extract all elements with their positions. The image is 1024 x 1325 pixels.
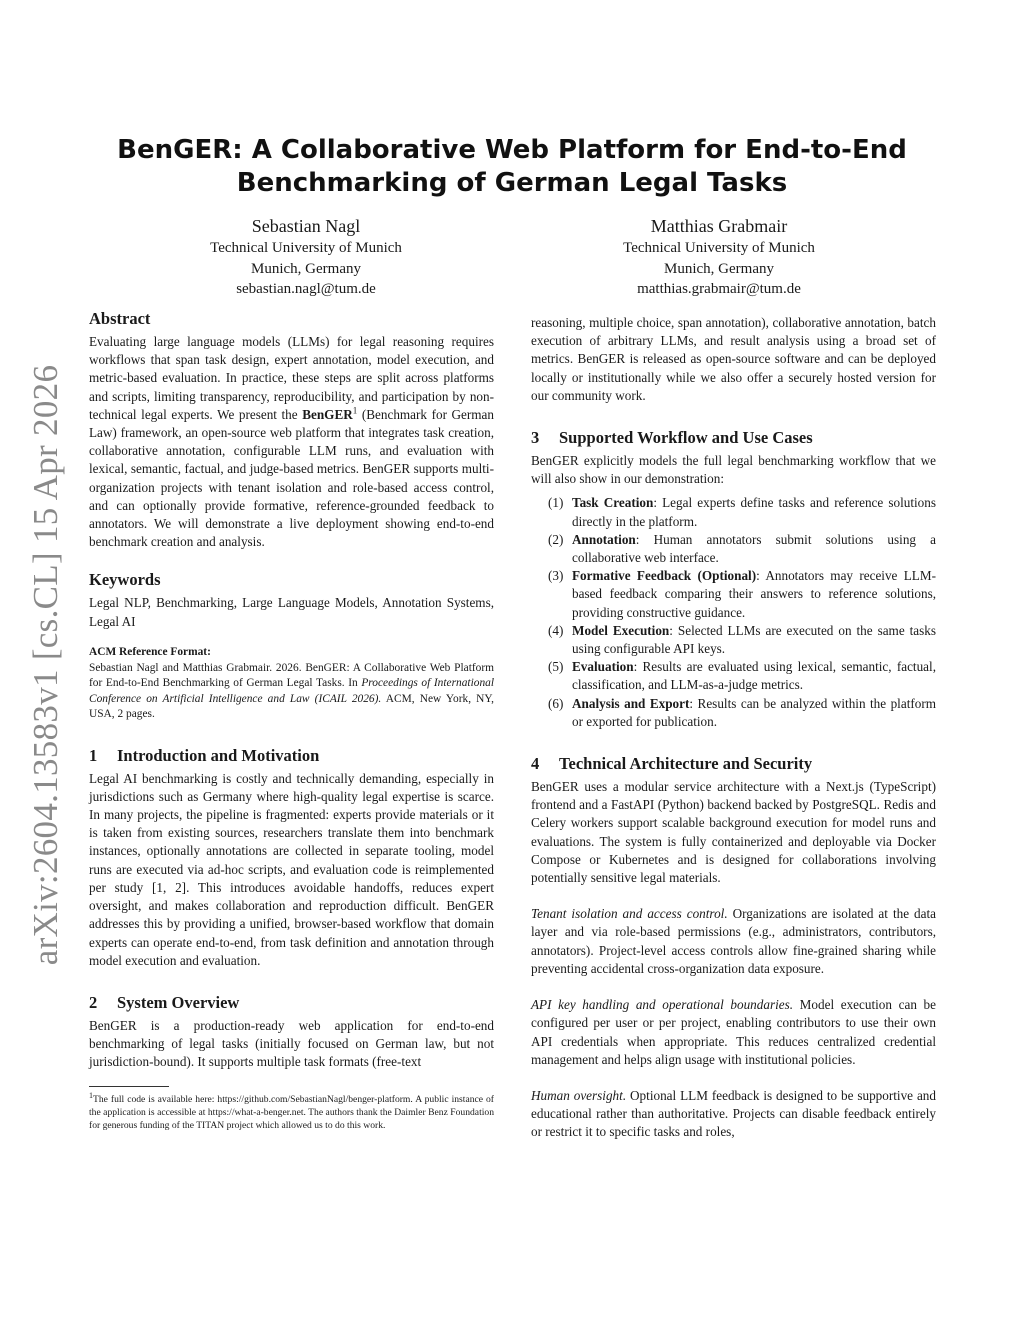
workflow-list: [531, 494, 936, 731]
arxiv-stamp: [22, 364, 70, 966]
author-location: Munich, Germany: [251, 260, 361, 277]
section-3-heading: 3 Supported Workflow and Use Cases: [531, 428, 813, 448]
section-1-text: Legal AI benchmarking is costly and technically demanding, especially in jurisdictions such as Germany where high-quality legal expertise is scarce. In many projects, the pipeline is fragmented: experts provide materials or it is taken from existing sources, researchers translate them into benchmark instances, optionally annotations are collected in separate tooling, model runs are executed via ad-hoc scripts, and evaluation code is reimplemented per study [1, 2]. This introduces avoidable handoffs, reduces expert oversight, and makes collaboration and reproduction difficult. BenGER addresses this by providing a unified, browser-based workflow that domain experts can operate end-to-end, from task definition and annotation through model execution and evaluation.: [89, 770, 494, 968]
acm-venue: Proceedings of International Conference on Artificial Intelligence and Law (ICAIL 2026).: [89, 677, 494, 705]
acm-reference-text: Sebastian Nagl and Matthias Grabmair. 2026. BenGER: A Collaborative Web Platform for End-to-End Benchmarking of German Legal Tasks. In Proceedings of International Conference on Artificial Intelligence and Law (ICAIL 2026). ACM, New York, NY, USA, 2 pages.: [89, 662, 495, 721]
benger-name: BenGER: [302, 406, 353, 422]
acm-reference-label: ACM Reference Format:: [89, 645, 211, 658]
list-item: (5) Evaluation: Results are evaluated using lexical, semantic, factual, classification, and LLM-as-a-judge metrics.: [548, 659, 936, 693]
footnote-rule: [89, 1086, 169, 1087]
right-column: [531, 314, 936, 1142]
keywords-text: Legal NLP, Benchmarking, Large Language Models, Annotation Systems, Legal AI: [89, 595, 494, 629]
keywords-heading: Keywords: [89, 570, 161, 590]
section-2-text: BenGER is a production-ready web application for end-to-end benchmarking of legal tasks (initially focused on German law, but not jurisdiction-bound). It supports multiple task formats (free-text: [89, 1017, 494, 1070]
api-key-paragraph: API key handling and operational boundaries. Model execution can be configured per user or per project, enabling contributors to use their own API credentials when appropriate. This reduces centralized credential management and helps align usage with institutional policies.: [531, 997, 936, 1067]
footnote-ref: 1: [352, 405, 358, 416]
section-2-continued: reasoning, multiple choice, span annotation), collaborative annotation, batch execution of arbitrary LLMs, and result analysis using a broad set of metrics. BenGER is released as open-source software and can be deployed locally or institutionally while we also offer a securely hosted version for our community work.: [531, 315, 936, 403]
tenant-isolation-paragraph: Tenant isolation and access control. Organizations are isolated at the data layer and via role-based permissions (e.g., administrators, contributors, annotators). Project-level access controls allow fine-grained sharing while preventing accidental cross-organization data exposure.: [531, 906, 936, 976]
list-item: (3) Formative Feedback (Optional): Annotators may receive LLM-based feedback comparing their answers to reference solutions, providing constructive guidance.: [548, 568, 936, 620]
title-line-1: BenGER: A Collaborative Web Platform for End-to-End: [117, 135, 907, 165]
author-affiliation: Technical University of Munich: [210, 240, 402, 256]
abstract-text: Evaluating large language models (LLMs) for legal reasoning requires workflows that span task design, expert annotation, model execution, and metric-based evaluation. In practice, these steps are split across platforms and scripts, limiting transparency, reproducibility, and participation by non-technical legal experts. We present the BenGER$^1$ (Benchmark for German Law) framework, an open-source web platform that integrates task creation, collaborative annotation, configurable LLM runs, and evaluation with lexical, semantic, factual, and judge-based metrics. BenGER supports multi-organization projects with tenant isolation and role-based access control, and can optionally provide formative, reference-grounded feedback to annotators. We will demonstrate a live deployment showing end-to-end benchmark creation and analysis.: [89, 334, 494, 550]
section-2-heading: 2 System Overview: [89, 992, 240, 1012]
list-item: (6) Analysis and Export: Results can be analyzed within the platform or exported for publication.: [548, 695, 937, 729]
title-line-2: Benchmarking of German Legal Tasks: [236, 168, 788, 198]
author-location: Munich, Germany: [664, 260, 774, 277]
author-name: Matthias Grabmair: [650, 216, 788, 236]
author-email: sebastian.nagl@tum.de: [236, 281, 376, 297]
human-oversight-paragraph: Human oversight. Optional LLM feedback is designed to be supportive and educational rather than authoritative. Projects can disable feedback entirely or restrict it to specific tasks and roles,: [531, 1087, 936, 1140]
author-block-1: [141, 214, 471, 300]
section-4-text: BenGER uses a modular service architecture with a Next.js (TypeScript) frontend and a FastAPI (Python) backend backed by PostgreSQL. Redis and Celery workers support scalable background execution for model runs and evaluations. The system is fully containerized and deployable via Docker Compose or Kubernetes and is designed for collaborations involving potentially sensitive legal materials.: [531, 779, 936, 886]
section-4-heading: 4 Technical Architecture and Security: [531, 754, 813, 774]
arxiv-id: arXiv:2604.13583v1 [cs.CL] 15 Apr 2026: [26, 364, 65, 966]
author-email: matthias.grabmair@tum.de: [637, 281, 801, 297]
left-column: [89, 308, 494, 1132]
list-item: (1) Task Creation: Legal experts define tasks and reference solutions directly in the platform.: [548, 495, 937, 529]
footnote: $^1$The full code is available here: https://github.com/SebastianNagl/benger-platform. A public instance of the application is accessible at https://what-a-benger.net. The authors thank the Daimler Benz Foundation for generous funding of the TITAN project which allowed us to do this work.: [89, 1090, 494, 1131]
section-1-heading: 1 Introduction and Motivation: [89, 745, 320, 765]
list-item: (2) Annotation: Human annotators submit solutions using a collaborative web interface.: [548, 531, 936, 566]
paper-title: [100, 134, 924, 200]
author-block-2: [554, 214, 884, 300]
section-3-intro: BenGER explicitly models the full legal benchmarking workflow that we will also show in our demonstration:: [531, 453, 936, 487]
author-affiliation: Technical University of Munich: [623, 240, 815, 256]
author-name: Sebastian Nagl: [251, 216, 361, 236]
list-item: (4) Model Execution: Selected LLMs are executed on the same tasks using configurable API keys.: [548, 622, 937, 657]
abstract-heading: Abstract: [89, 309, 151, 328]
